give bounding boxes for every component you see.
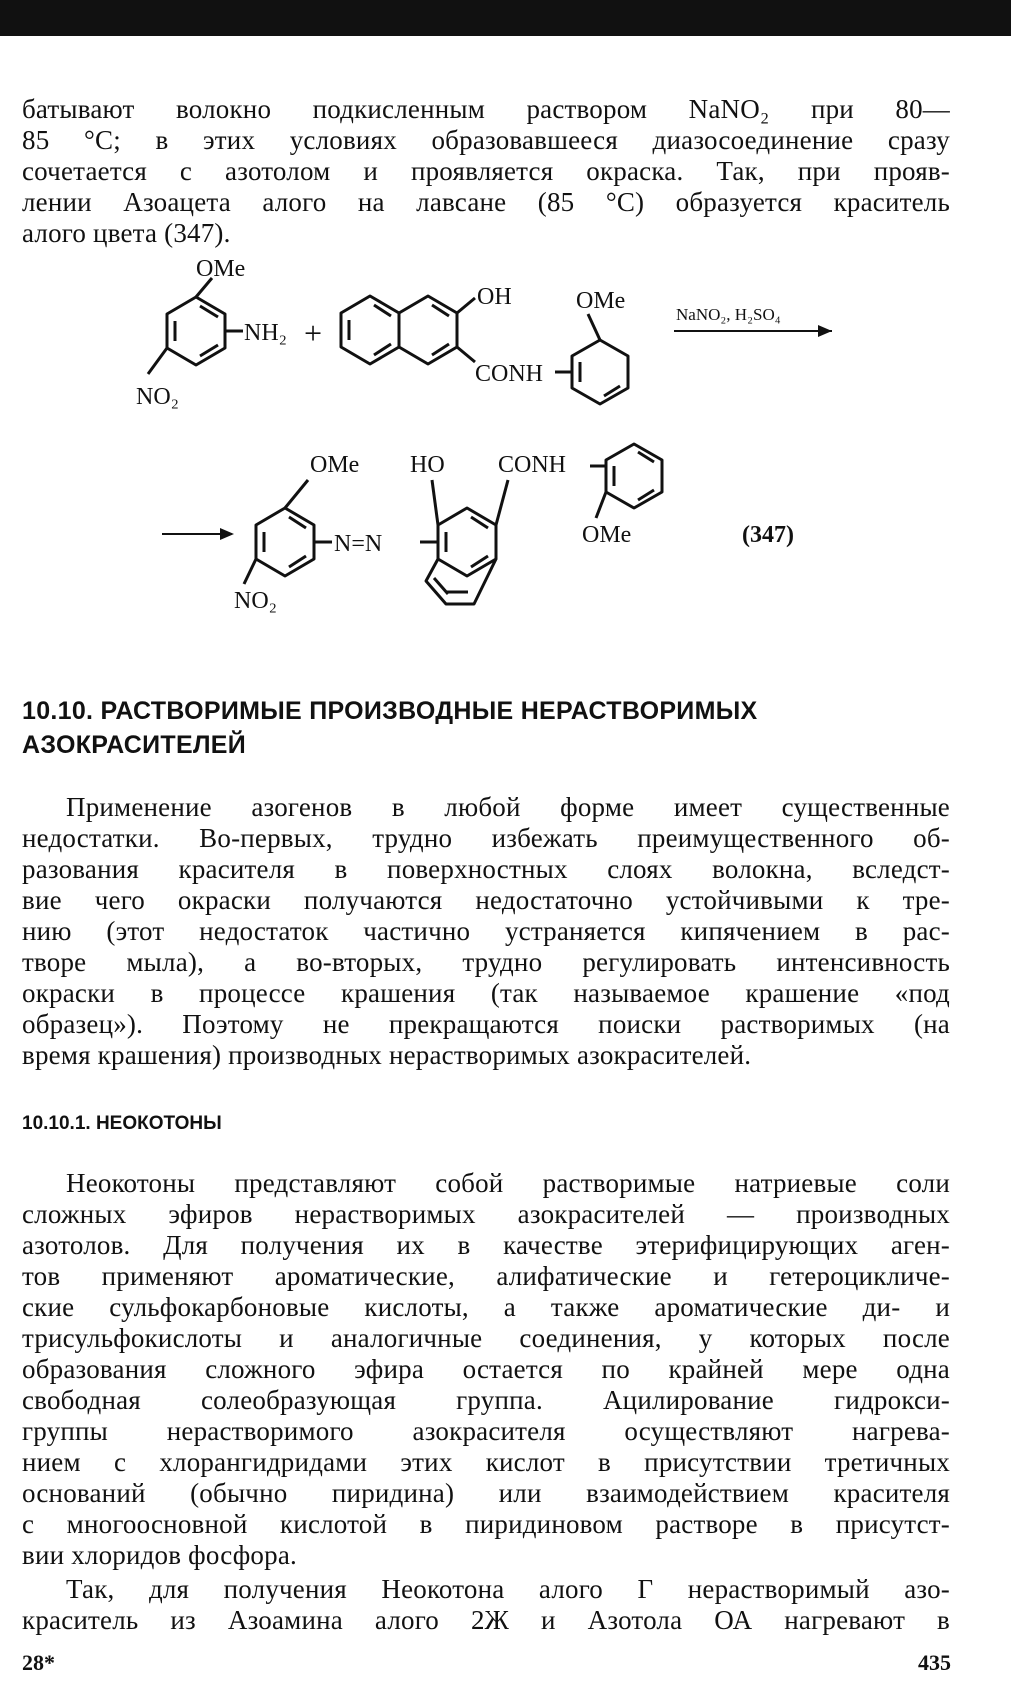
conh-label: CONH xyxy=(498,452,567,478)
subsection-heading: 10.10.1. НЕОКОТОНЫ xyxy=(22,1113,222,1134)
arrow-head xyxy=(818,325,832,337)
text-line: Неокотоны представляют собой растворимые натриевые соли xyxy=(66,1168,950,1198)
text-line: образования сложного эфира остается по крайней мере одна xyxy=(22,1354,950,1384)
text-line: вии хлоридов фосфора. xyxy=(22,1540,297,1570)
heading-line: 10.10. РАСТВОРИМЫЕ ПРОИЗВОДНЫЕ НЕРАСТВОРИМЫХ xyxy=(22,697,758,725)
text-line: 85 °C; в этих условиях образовавшееся диазосоединение сразу xyxy=(22,125,950,155)
text-line: окраски в процессе крашения (так называемое крашение «под xyxy=(22,978,950,1008)
text-line: Так, для получения Неокотона алого Г нерастворимый азо- xyxy=(66,1574,950,1604)
text-line: нию (этот недостаток частично устраняется кипячением в рас- xyxy=(22,916,950,946)
text-line: творе мыла), а во-вторых, трудно регулировать интенсивность xyxy=(22,947,950,977)
text-line: ские сульфокарбоновые кислоты, а также ароматические ди- и xyxy=(22,1292,950,1322)
text-line: сочетается с азотолом и проявляется окраска. Так, при прояв- xyxy=(22,156,950,186)
paragraph-neocotons xyxy=(22,1168,950,1571)
text-line: тов применяют ароматические, алифатические и гетероцикличе- xyxy=(22,1261,950,1291)
text-line: разования красителя в поверхностных слоях волокна, вследст- xyxy=(22,854,950,884)
azo-label: N=N xyxy=(334,531,383,557)
text-line: алого цвета (347). xyxy=(22,218,231,248)
ho-label: HO xyxy=(410,452,445,478)
text-line: нием с хлорангидридами этих кислот в присутствии третичных xyxy=(22,1447,950,1477)
naphthalene-ring-right xyxy=(399,296,457,364)
oh-label: OH xyxy=(477,284,512,310)
intro-paragraph xyxy=(22,94,950,249)
text-line: краситель из Азоамина алого 2Ж и Азотола ОА нагревают в xyxy=(22,1605,950,1635)
reaction-scheme xyxy=(0,258,1011,648)
ome-label: OMe xyxy=(582,522,632,548)
paragraph-drawbacks xyxy=(22,792,950,1071)
text-line: свободная солеобразующая группа. Ацилирование гидрокси- xyxy=(22,1385,950,1415)
paragraph-example xyxy=(22,1574,950,1636)
page-number: 435 xyxy=(918,1650,951,1675)
nh2-label: NH₂ xyxy=(244,320,288,346)
scan-top-border xyxy=(0,0,1011,36)
text-line: время крашения) производных нерастворимых азокрасителей. xyxy=(22,1040,752,1070)
text-line: группы нерастворимого азокрасителя осуществляют нагрева- xyxy=(22,1416,950,1446)
ome-label: OMe xyxy=(576,288,626,314)
text-line: образец»). Поэтому не прекращаются поиски растворимых (на xyxy=(22,1009,950,1039)
plus-sign: + xyxy=(304,315,323,351)
arrow-head xyxy=(220,528,234,540)
text-line: оснований (обычно пиридина) или взаимодействием красителя xyxy=(22,1478,950,1508)
no2-label: NO₂ xyxy=(136,384,180,410)
no2-label: NO₂ xyxy=(234,588,278,614)
heading-line: АЗОКРАСИТЕЛЕЙ xyxy=(22,731,247,759)
section-heading xyxy=(22,694,950,762)
text-line: азотолов. Для получения их в качестве этерифицирующих аген- xyxy=(22,1230,950,1260)
text-line: сложных эфиров нерастворимых азокрасителей — производных xyxy=(22,1199,950,1229)
text-line: Применение азогенов в любой форме имеет существенные xyxy=(66,792,950,822)
reagents-label: NaNO₂, H₂SO₄ xyxy=(676,305,781,324)
text-line: лении Азоацета алого на лавсане (85 °C) образуется краситель xyxy=(22,187,950,217)
ome-label: OMe xyxy=(310,452,360,478)
text-line: вие чего окраски получаются недостаточно устойчивыми к тре- xyxy=(22,885,950,915)
conh-label: CONH xyxy=(475,361,544,387)
footer-signature-mark: 28* xyxy=(22,1650,55,1675)
text-line: с многоосновной кислотой в пиридиновом растворе в присутст- xyxy=(22,1509,950,1539)
compound-number: (347) xyxy=(742,522,794,548)
ome-label: OMe xyxy=(196,258,246,282)
text-line: недостатки. Во-первых, трудно избежать преимущественного об- xyxy=(22,823,950,853)
text-line: трисульфокислоты и аналогичные соединения, у которых после xyxy=(22,1323,950,1353)
text-line: батывают волокно подкисленным раствором NaNO₂ при 80— xyxy=(22,94,950,124)
